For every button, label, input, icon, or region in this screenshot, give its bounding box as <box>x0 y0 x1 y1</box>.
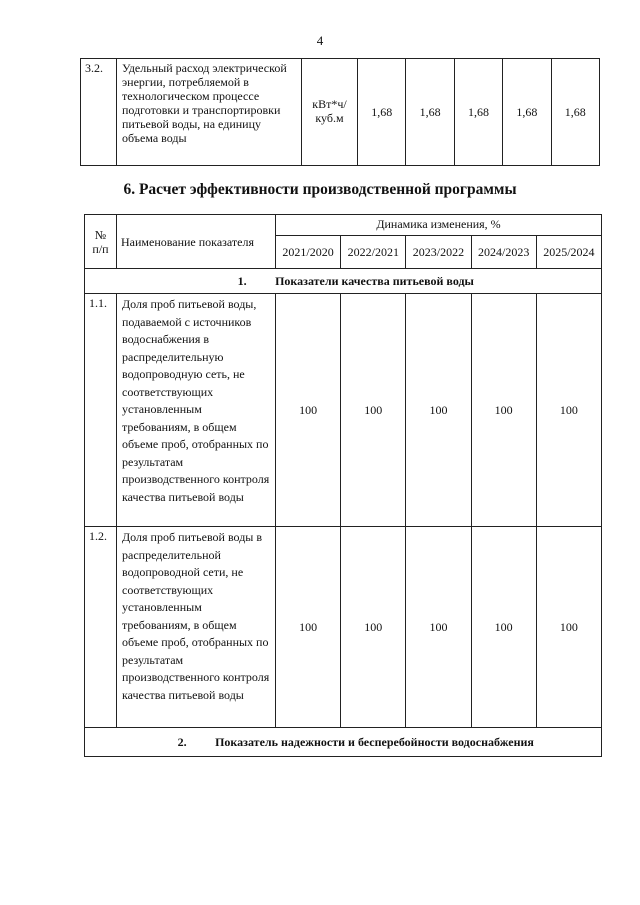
year-header: 2025/2024 <box>536 236 601 269</box>
value-cell: 100 <box>471 527 536 728</box>
value-cell: 100 <box>406 527 471 728</box>
value-cell: 100 <box>471 294 536 527</box>
value-cell: 1,68 <box>551 59 599 166</box>
row-number: 1.2. <box>85 527 117 728</box>
value-cell: 1,68 <box>358 59 406 166</box>
indicator-name: Доля проб питьевой воды, подаваемой с источников водоснабжения в распределительную водопроводную сеть, не соответствующих установленным требованиям, в общем объеме проб, отобранных по результатам производственного контроля качества питьевой воды <box>117 294 276 527</box>
value-cell: 100 <box>536 527 601 728</box>
table-row <box>81 59 600 166</box>
section-row <box>85 728 602 757</box>
table-row <box>85 294 602 527</box>
value-cell: 1,68 <box>454 59 502 166</box>
value-cell: 100 <box>276 527 341 728</box>
section-number: 1. <box>237 274 247 288</box>
efficiency-table <box>84 214 602 757</box>
section-label: Показатели качества питьевой воды <box>275 274 474 288</box>
section-title: 6. Расчет эффективности производственной программы <box>123 181 517 198</box>
row-number: 3.2. <box>81 59 117 166</box>
indicator-name: Удельный расход электрической энергии, потребляемой в технологическом процессе подготовки и транспортировки питьевой воды, на единицу объема воды <box>117 59 302 166</box>
table-row <box>85 527 602 728</box>
section-heading <box>85 269 602 294</box>
header-number: № п/п <box>85 215 117 269</box>
header-dynamics: Динамика изменения, % <box>276 215 602 236</box>
value-cell: 100 <box>276 294 341 527</box>
value-cell: 100 <box>406 294 471 527</box>
top-table <box>80 58 600 166</box>
unit-cell: кВт*ч/куб.м <box>302 59 358 166</box>
value-cell: 1,68 <box>406 59 454 166</box>
section-row <box>85 269 602 294</box>
header-row <box>85 215 602 236</box>
page-number: 4 <box>316 33 324 48</box>
section-heading <box>85 728 602 757</box>
header-name: Наименование показателя <box>117 215 276 269</box>
year-header: 2023/2022 <box>406 236 471 269</box>
value-cell: 100 <box>536 294 601 527</box>
value-cell: 1,68 <box>503 59 551 166</box>
section-number: 2. <box>177 735 187 749</box>
row-number: 1.1. <box>85 294 117 527</box>
value-cell: 100 <box>341 527 406 728</box>
year-header: 2021/2020 <box>276 236 341 269</box>
indicator-name: Доля проб питьевой воды в распределительной водопроводной сети, не соответствующих установленным требованиям, в общем объеме проб, отобранных по результатам производственного контроля качества питьевой воды <box>117 527 276 728</box>
section-label: Показатель надежности и бесперебойности водоснабжения <box>215 735 534 749</box>
value-cell: 100 <box>341 294 406 527</box>
year-header: 2024/2023 <box>471 236 536 269</box>
year-header: 2022/2021 <box>341 236 406 269</box>
